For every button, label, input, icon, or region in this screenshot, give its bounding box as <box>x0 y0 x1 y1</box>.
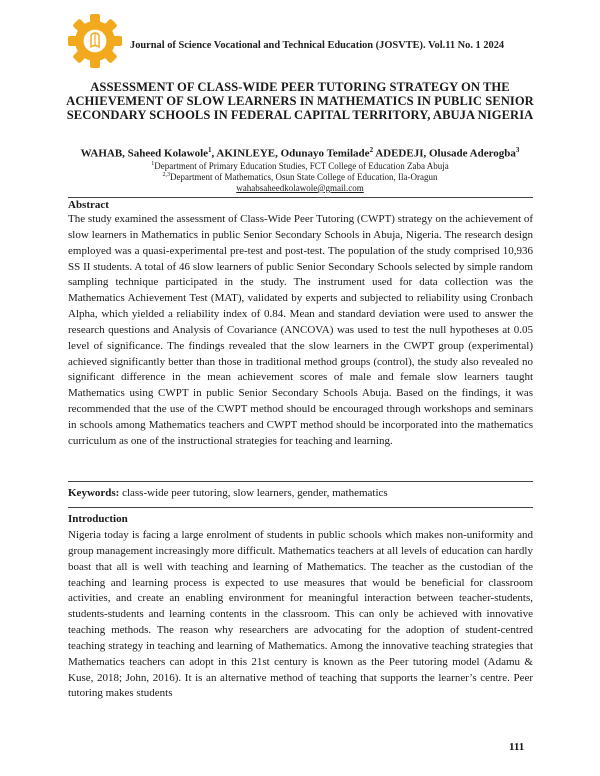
affiliation-1 <box>60 161 540 171</box>
journal-logo-icon <box>66 12 124 70</box>
author-2: , AKINLEYE, Odunayo Temilade <box>211 147 370 160</box>
keywords-label: Keywords: <box>68 487 120 499</box>
introduction-text: Nigeria today is facing a large enrolment of students in public schools which makes non-uniformity and group management increasingly more difficult. Mathematics teachers at all levels of education can hardly boast that all is well with teaching and learning of Mathematics. The teacher as the custodian of the teaching and learning process is expected to use measures that would be beneficial for classroom activities, and create an enabling environment for meaningful interaction between teacher-students, students-students and learning contents in the classroom. This can only be achieved with innovative teaching methods. The reason why researchers are advocating for the adoption of student-centred teaching strategy in teaching and learning of Mathematics. Among the innovative teaching strategies that Mathematics teachers can adopt in this 21st century is known as the Peer tutoring model (Adamu & Kuse, 2018; John, 2016). It is an alternative method of teaching that supports the learner’s centre. Peer tutoring makes students <box>68 529 533 700</box>
affiliation-1-text: Department of Primary Education Studies, FCT College of Education Zaba Abuja <box>154 161 449 171</box>
keywords-text: class-wide peer tutoring, slow learners, gender, mathematics <box>119 487 388 499</box>
author-email-link[interactable]: wahabsaheedkolawole@gmail.com <box>236 183 364 193</box>
page-number: 111 <box>509 741 525 753</box>
affiliation-1-mark: 1 <box>151 161 155 167</box>
article-title: ASSESSMENT OF CLASS-WIDE PEER TUTORING STRATEGY ON THE ACHIEVEMENT OF SLOW LEARNERS IN MATHEMATICS IN PUBLIC SENIOR SECONDARY SCHOOLS IN FEDERAL CAPITAL TERRITORY, ABUJA NIGERIA <box>66 80 534 123</box>
journal-title: Journal of Science Vocational and Technical Education (JOSVTE). Vol.11 No. 1 2024 <box>130 40 505 51</box>
abstract-heading: Abstract <box>68 199 109 211</box>
abstract-text: The study examined the assessment of Class-Wide Peer Tutoring (CWPT) strategy on the achievement of slow learners in Mathematics in public Senior Secondary Schools in Abuja, Nigeria. The research design employed was a quasi-experimental pre-test and post-test. The population of the study comprised 10,936 SS II students. A total of 46 slow learners of public Senior Secondary Schools selected by simple random sampling technique participated in the study. The instrument used for data collection was the Mathematics Achievement Test (MAT), validated by experts and subjected to reliability using Cronbach Alpha, which yielded a reliability index of 0.84. Mean and standard deviation were used to answer the research questions and Analysis of Covariance (ANCOVA) was used to test the null hypotheses at 0.05 level of significance. The findings revealed that the slow learners in the CWPT group (experimental) achieved significantly better than those in traditional method groups (control), the study also revealed no significant difference in the mean achievement scores of male and female slow learners taught Mathematics using CWPT in public Senior Secondary Schools Abuja. Based on the findings, it was recommended that the use of the CWPT method should be encouraged through workshops and seminars in schools among Mathematics teachers and CWPT method should be incorporated into the mathematics curriculum as one of the instructional strategies for teaching and learning. <box>68 213 533 447</box>
divider <box>68 197 533 198</box>
divider <box>68 507 533 508</box>
divider <box>68 481 533 482</box>
author-1: WAHAB, Saheed Kolawole <box>80 147 209 160</box>
introduction-heading: Introduction <box>68 513 128 525</box>
author-list <box>40 146 560 160</box>
author-3: ADEDEJI, Olusade Aderogba <box>373 147 516 160</box>
affiliation-2-mark: 2,3 <box>162 172 171 178</box>
journal-header <box>66 12 536 72</box>
affiliation-2-text: Department of Mathematics, Osun State College of Education, Ila-Oragun <box>170 172 438 182</box>
keywords <box>68 487 388 499</box>
author-2-affil-mark: 2 <box>369 146 374 154</box>
affiliation-2 <box>60 172 540 182</box>
author-1-affil-mark: 1 <box>208 146 212 154</box>
author-3-affil-mark: 3 <box>515 146 520 154</box>
